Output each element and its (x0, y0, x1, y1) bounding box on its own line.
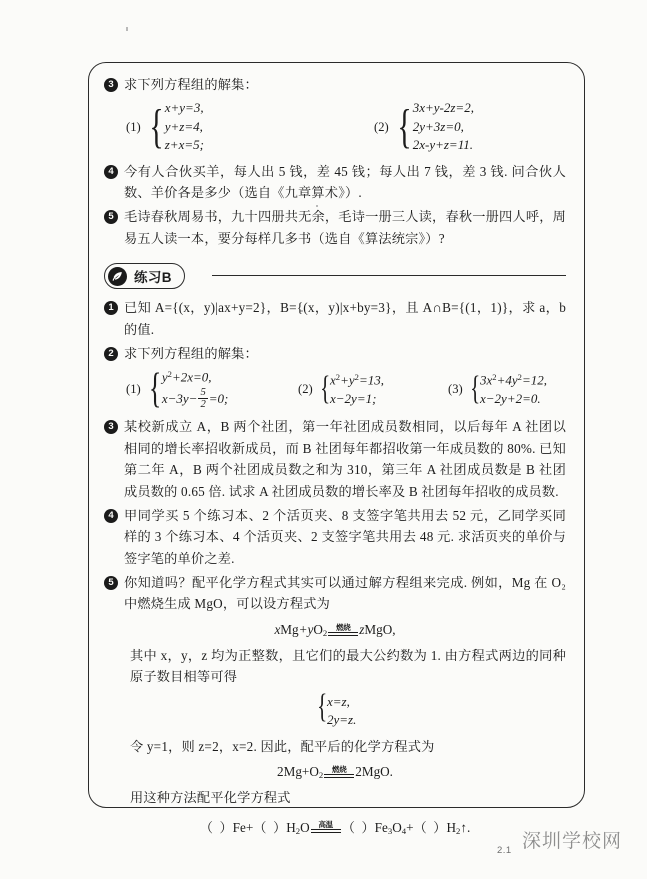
equation-line: y+z=4, (164, 118, 203, 134)
problem-marker: 2 (104, 347, 118, 361)
reaction-condition: 燃烧 (332, 764, 347, 774)
chem-paragraph-3: 用这种方法配平化学方程式 (130, 789, 291, 805)
equation-line: 2y=z. (326, 712, 357, 728)
reactants: $2Mg+O_2$ (277, 763, 324, 780)
equation-line: z+x=5; (164, 137, 204, 153)
problem-item (104, 206, 566, 249)
chem-paragraph-1: 其中 x，y，z 均为正整数，且它们的最大公约数为 1. 由方程式两边的同种原子数目相等可得 (130, 647, 566, 685)
problem-marker: 5 (104, 576, 118, 590)
problem-text: 求下列方程组的解集： (124, 77, 258, 92)
problem-text: 已知 A={(x，y)|ax+y=2}，B={(x，y)|x+by=3}，且 A∩B={(1，1)}，求 a，b 的值. (124, 300, 566, 337)
equation-system-2 (374, 99, 474, 154)
equation-line: $y^2+2x=0$, (161, 369, 212, 385)
page-number: 2.1 (497, 845, 512, 856)
brace-icon: { (149, 100, 164, 154)
system-label: (3) (448, 381, 463, 396)
problem-item (104, 505, 566, 569)
system-equations (327, 693, 356, 730)
equation-systems-row (104, 99, 566, 154)
problem-marker: 3 (104, 420, 118, 434)
problem-text: 今有人合伙买羊，每人出 5 钱，差 45 钱；每人出 7 钱，差 3 钱. 问合伙人数、羊价各是多少（选自《九章算术》）. (124, 163, 566, 201)
equation-line: x+y=3, (164, 100, 204, 116)
equation-system-1 (126, 99, 374, 154)
problem-marker: 5 (104, 210, 118, 224)
equation-line: x−2y+2=0. (480, 390, 541, 406)
system-equations (413, 99, 474, 154)
reaction-arrow-icon (328, 624, 358, 637)
system-equations (165, 99, 204, 154)
products: （ ）$Fe_3O_4+$（ ）$H_2↑$. (341, 820, 471, 837)
brace-icon: { (397, 100, 412, 154)
section-badge-pill (104, 263, 185, 289)
problem-text: 你知道吗？配平化学方程式其实可以通过解方程组来完成. 例如，Mg 在 O₂ 中燃烧生成 MgO，可以设方程式为 (124, 575, 566, 612)
system-equations (330, 371, 384, 408)
problem-marker: 1 (104, 301, 118, 315)
brace-icon: { (469, 370, 480, 408)
reaction-condition: 燃烧 (336, 622, 351, 632)
equation-line: 3x+y-2z=2, (412, 100, 474, 116)
problem-item (104, 297, 566, 340)
system-label: (1) (126, 381, 141, 396)
problem-item (104, 572, 566, 615)
brace-icon: { (148, 366, 162, 413)
system-label: (2) (374, 119, 389, 134)
equation-system-b1 (126, 366, 298, 413)
chemical-equation-2 (104, 764, 566, 780)
reaction-arrow-icon (324, 766, 354, 779)
problem-text: 某校新成立 A，B 两个社团，第一年社团成员数相同，以后每年 A 社团以相同的增长率招收新成员，而 B 社团每年都招收第一年成员数的 80%. 已知第二年 A，B 两个社团成员数之和为 310，第三年 A 社团成员数是 B 社团成员数的 0.65 倍. 试求 A 社团成员数的增长率及 B 社团每年招收的成员数. (124, 419, 566, 499)
equation-rhs: =0; (208, 390, 229, 406)
system-equations (480, 371, 547, 408)
chemical-equation-1 (104, 622, 566, 638)
system-label: (2) (298, 381, 313, 396)
problem-marker: 4 (104, 165, 118, 179)
scan-speck (126, 27, 128, 31)
problem-marker: 3 (104, 78, 118, 92)
chem-paragraph-2: 令 y=1，则 z=2，x=2. 因此，配平后的化学方程式为 (130, 738, 435, 754)
problem-marker: 4 (104, 509, 118, 523)
watermark-text: 深圳学校网 (522, 831, 623, 852)
products: 2MgO. (355, 763, 393, 779)
problem-text: 毛诗春秋周易书，九十四册共无余，毛诗一册三人读，春秋一册四人呼，周易五人读一本，要分每样几多书（选自《算法统宗》）? (124, 209, 566, 246)
fraction (198, 387, 207, 410)
equation-system-b3 (448, 371, 547, 408)
equation-line: $x^2+y^2=13$, (330, 371, 384, 388)
equation-line (162, 387, 229, 410)
section-header-exercise-b (104, 263, 566, 289)
problem-item (104, 416, 566, 502)
fraction-numerator: 5 (200, 387, 206, 399)
equation-systems-row-2 (104, 366, 566, 413)
brace-icon: { (316, 687, 327, 725)
chemical-equation-3 (104, 817, 566, 836)
equation-system-b2 (298, 371, 448, 408)
fraction-denominator: 2 (200, 399, 206, 411)
check-leaf-icon (108, 267, 127, 286)
reaction-arrow-icon (311, 821, 341, 834)
problem-text: 求下列方程组的解集： (124, 345, 258, 361)
problem-item (104, 74, 566, 95)
header-rule (212, 275, 566, 276)
page-content (96, 66, 578, 843)
equation-line: $3x^2+4y^2=12$, (480, 371, 547, 388)
brace-icon: { (319, 370, 330, 408)
system-equations (162, 368, 229, 410)
problem-item (104, 161, 566, 204)
equation-line: 2y+3z=0, (412, 118, 464, 134)
reactants: （ ）Fe+（ ）$H_2O$ (199, 820, 310, 837)
equation-line: x−2y=1; (330, 390, 377, 406)
equation-lhs: x−3y− (161, 390, 198, 406)
equation-line: 2x-y+z=11. (412, 137, 473, 153)
section-title: 练习B (134, 270, 172, 286)
chem-system (104, 687, 566, 730)
problem-text: 甲同学买 5 个练习本、2 个活页夹、8 支签字笔共用去 52 元，乙同学买同样的 3 个练习本、4 个活页夹、2 支签字笔共用去 48 元. 求活页夹的单价与签字笔的单价之差. (124, 507, 566, 566)
equation-line: x=z, (326, 693, 350, 709)
reactants: $xMg+yO_2$ (274, 621, 328, 638)
system-label: (1) (126, 119, 141, 134)
reaction-condition: 高温 (318, 819, 333, 829)
problem-item (104, 343, 566, 364)
products: zMgO, (359, 621, 396, 637)
